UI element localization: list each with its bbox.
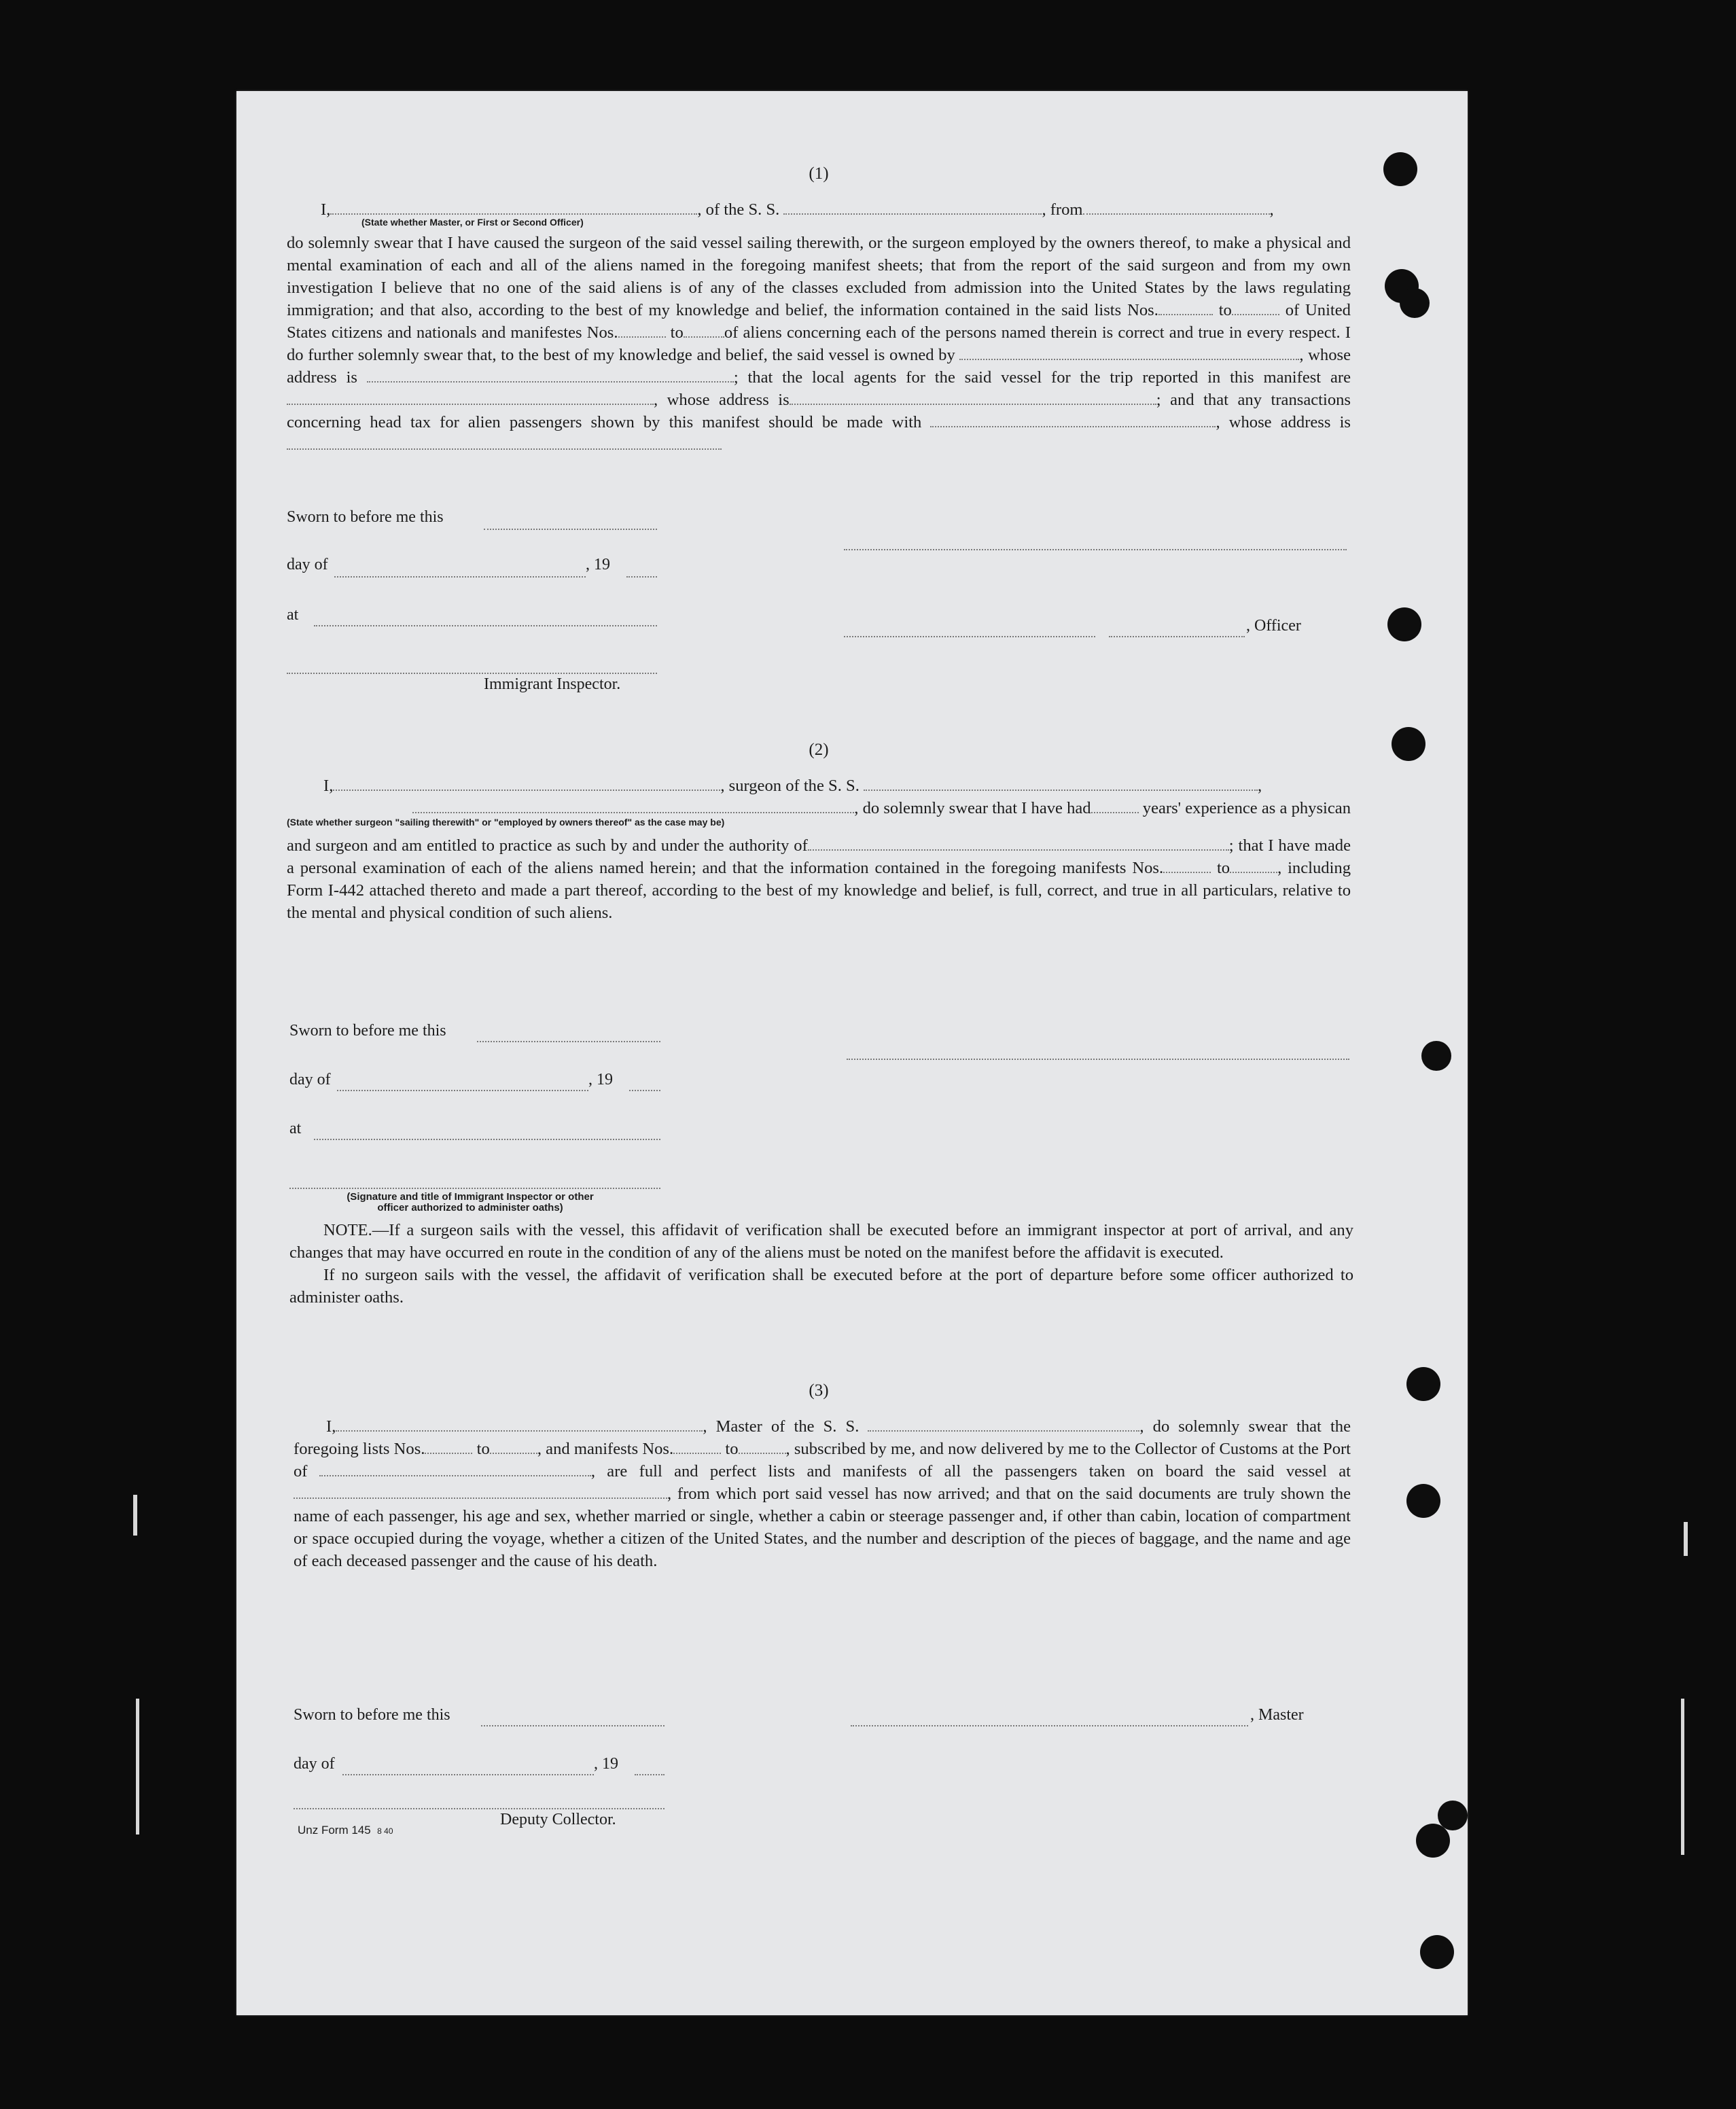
inspector-label: Immigrant Inspector. xyxy=(484,675,621,693)
surgeon-capacity-field[interactable] xyxy=(412,800,854,813)
section-1 xyxy=(287,164,1351,708)
list-to-field[interactable] xyxy=(490,1440,537,1454)
vessel-name-field[interactable] xyxy=(783,201,1042,215)
edge-mark xyxy=(1684,1522,1688,1556)
sworn-label: Sworn to before me this xyxy=(289,1022,446,1040)
years-field[interactable] xyxy=(1091,800,1139,813)
section-number: (2) xyxy=(809,741,829,759)
officer-signature-field[interactable] xyxy=(844,635,1095,637)
at-label: at xyxy=(287,606,299,624)
year-label: , 19 xyxy=(586,556,610,573)
binder-hole xyxy=(1400,288,1430,318)
at-field[interactable] xyxy=(314,1137,660,1140)
sworn-date-field[interactable] xyxy=(477,1040,660,1042)
edge-mark xyxy=(136,1699,139,1835)
vessel-name-field[interactable] xyxy=(864,777,1258,791)
binder-hole xyxy=(1421,1041,1451,1071)
head-tax-field[interactable] xyxy=(930,414,1216,427)
list-from-field[interactable] xyxy=(425,1440,472,1454)
section-number: (1) xyxy=(809,164,829,183)
binder-hole xyxy=(1392,727,1425,761)
officer-note: (State whether Master, or First or Second Officer) xyxy=(361,217,584,228)
note-block xyxy=(289,1219,1353,1309)
master-oath-paragraph: I, , Master of the S. S. , do solemnly swear that the foregoing lists Nos. to , and manifests Nos. to , subscribed by me, and now delivered by me to the Collector of Customs at the Port of , are full and perfect lists and manifests of all the passengers taken on board the said vessel at , from which port said vessel has now arrived; and that on the said documents are truly shown the name of each passenger, his age and sex, whether married or single, whether a cabin or steerage passenger and, if other than cabin, location of compartment or space occupied during the voyage, whether a citizen of the United States, and the number and description of the pieces of baggage, and the name and age of each deceased passenger and the cause of his death. xyxy=(294,1417,1351,1570)
binder-hole xyxy=(1406,1367,1440,1401)
binder-hole xyxy=(1406,1484,1440,1518)
year-field[interactable] xyxy=(635,1773,665,1775)
year-field[interactable] xyxy=(626,575,657,578)
day-of-field[interactable] xyxy=(334,575,586,578)
binder-hole xyxy=(1387,607,1421,641)
sworn-label: Sworn to before me this xyxy=(287,508,444,526)
at-label: at xyxy=(289,1120,302,1137)
master-signature-field[interactable] xyxy=(851,1724,1248,1726)
sworn-label: Sworn to before me this xyxy=(294,1706,450,1724)
manifest-to-field[interactable] xyxy=(1230,859,1277,873)
surgeon-line-2: , do solemnly swear that I have had years' experience as a physican xyxy=(287,797,1351,819)
sworn-date-field[interactable] xyxy=(481,1724,665,1726)
section-3 xyxy=(287,1381,1351,1857)
form-number: Unz Form 145 8 40 xyxy=(298,1824,393,1837)
section-2 xyxy=(287,741,1351,1355)
form-content xyxy=(287,164,1351,1857)
surgeon-line: I, , surgeon of the S. S. , xyxy=(323,777,1262,795)
owner-address-field[interactable] xyxy=(367,369,734,383)
manifest-to-field[interactable] xyxy=(684,324,724,338)
signature-line[interactable] xyxy=(847,1057,1349,1060)
day-of-label: day of xyxy=(287,556,328,573)
embark-port-field[interactable] xyxy=(294,1485,667,1499)
surgeon-note: (State whether surgeon "sailing therewith" or "employed by owners thereof" as the case may be) xyxy=(287,817,725,828)
year-label: , 19 xyxy=(588,1071,613,1088)
port-field[interactable] xyxy=(319,1463,591,1476)
list-to-field[interactable] xyxy=(1232,302,1279,315)
inspector-signature-field[interactable] xyxy=(287,671,657,674)
day-of-field[interactable] xyxy=(337,1088,588,1091)
manifest-from-field[interactable] xyxy=(618,324,666,338)
edge-mark xyxy=(1681,1699,1684,1855)
inspector-signature-field[interactable] xyxy=(289,1186,660,1189)
day-of-label: day of xyxy=(289,1071,331,1088)
deputy-label: Deputy Collector. xyxy=(500,1811,616,1828)
manifest-to-field[interactable] xyxy=(739,1440,786,1454)
note-paragraph-1: NOTE.—If a surgeon sails with the vessel, this affidavit of verification shall be executed before an immigrant inspector at port of arrival, and any changes that may have occurred en route in the condition of any of the aliens must be noted on the manifest before the affidavit is executed. xyxy=(289,1221,1353,1262)
agents-address-field[interactable] xyxy=(790,391,1156,405)
list-from-field[interactable] xyxy=(1158,302,1213,315)
deputy-signature-field[interactable] xyxy=(294,1807,665,1809)
edge-mark xyxy=(133,1495,137,1536)
master-label: , Master xyxy=(1250,1706,1304,1724)
officer-title-field[interactable] xyxy=(1109,635,1245,637)
manifest-from-field[interactable] xyxy=(673,1440,721,1454)
year-field[interactable] xyxy=(629,1088,660,1091)
at-field[interactable] xyxy=(314,624,657,626)
master-name-field[interactable] xyxy=(336,1418,703,1432)
oath-paragraph: do solemnly swear that I have caused the surgeon of the said vessel sailing therewith, or the surgeon employed by the owners thereof, to make a physical and mental examination of each and all of the aliens named in the foregoing manifest sheets; that from the report of the said surgeon and from my own investigation I believe that no one of the said aliens is of any of the classes excluded from admission into the United States by the laws regulating immigration; and that also, according to the best of my knowledge and belief, the information contained in the said lists Nos. to of United States citizens and nationals and manifestes Nos. to of aliens concerning each of the persons named therein is correct and true in every respect. I do further solemnly swear that, to the best of my knowledge and belief, the said vessel is owned by , whose address is ; that the local agents for the said vessel for the trip reported in this manifest are , whose address is ; and that any transactions concerning head tax for alien passengers shown by this manifest should be made with , whose address is xyxy=(287,232,1351,456)
vessel-name-field[interactable] xyxy=(868,1418,1139,1432)
surgeon-name-field[interactable] xyxy=(333,777,720,791)
head-tax-address-field[interactable] xyxy=(287,436,722,450)
manifest-sheet xyxy=(236,91,1468,2015)
signature-note: (Signature and title of Immigrant Inspector or other officer authorized to administer oaths) xyxy=(347,1191,594,1213)
surgeon-oath-paragraph: and surgeon and am entitled to practice as such by and under the authority of ; that I have made a personal examination of each of the aliens named herein; and that the information contained in the foregoing manifests Nos. to , including Form I-442 attached thereto and made a part thereof, according to the best of my knowledge and belief, is full, correct, and true in all particulars, relative to the mental and physical condition of such aliens. xyxy=(287,836,1351,922)
officer-label: , Officer xyxy=(1246,617,1301,635)
signature-line[interactable] xyxy=(844,548,1347,550)
manifest-from-field[interactable] xyxy=(1163,859,1211,873)
day-of-field[interactable] xyxy=(342,1773,594,1775)
section-number: (3) xyxy=(809,1381,829,1400)
officer-name-field[interactable] xyxy=(330,201,697,215)
note-paragraph-2: If no surgeon sails with the vessel, the affidavit of verification shall be executed before at the port of departure before some officer authorized to administer oaths. xyxy=(289,1266,1353,1307)
year-label: , 19 xyxy=(594,1755,618,1773)
binder-hole xyxy=(1416,1824,1450,1858)
master-line: I, , of the S. S. , from , xyxy=(321,200,1274,219)
binder-hole xyxy=(1383,152,1417,186)
binder-hole xyxy=(1420,1935,1454,1969)
sworn-date-field[interactable] xyxy=(484,527,657,530)
from-port-field[interactable] xyxy=(1083,201,1270,215)
authority-field[interactable] xyxy=(808,837,1229,851)
owner-field[interactable] xyxy=(959,347,1299,360)
agents-field[interactable] xyxy=(287,391,654,405)
day-of-label: day of xyxy=(294,1755,335,1773)
